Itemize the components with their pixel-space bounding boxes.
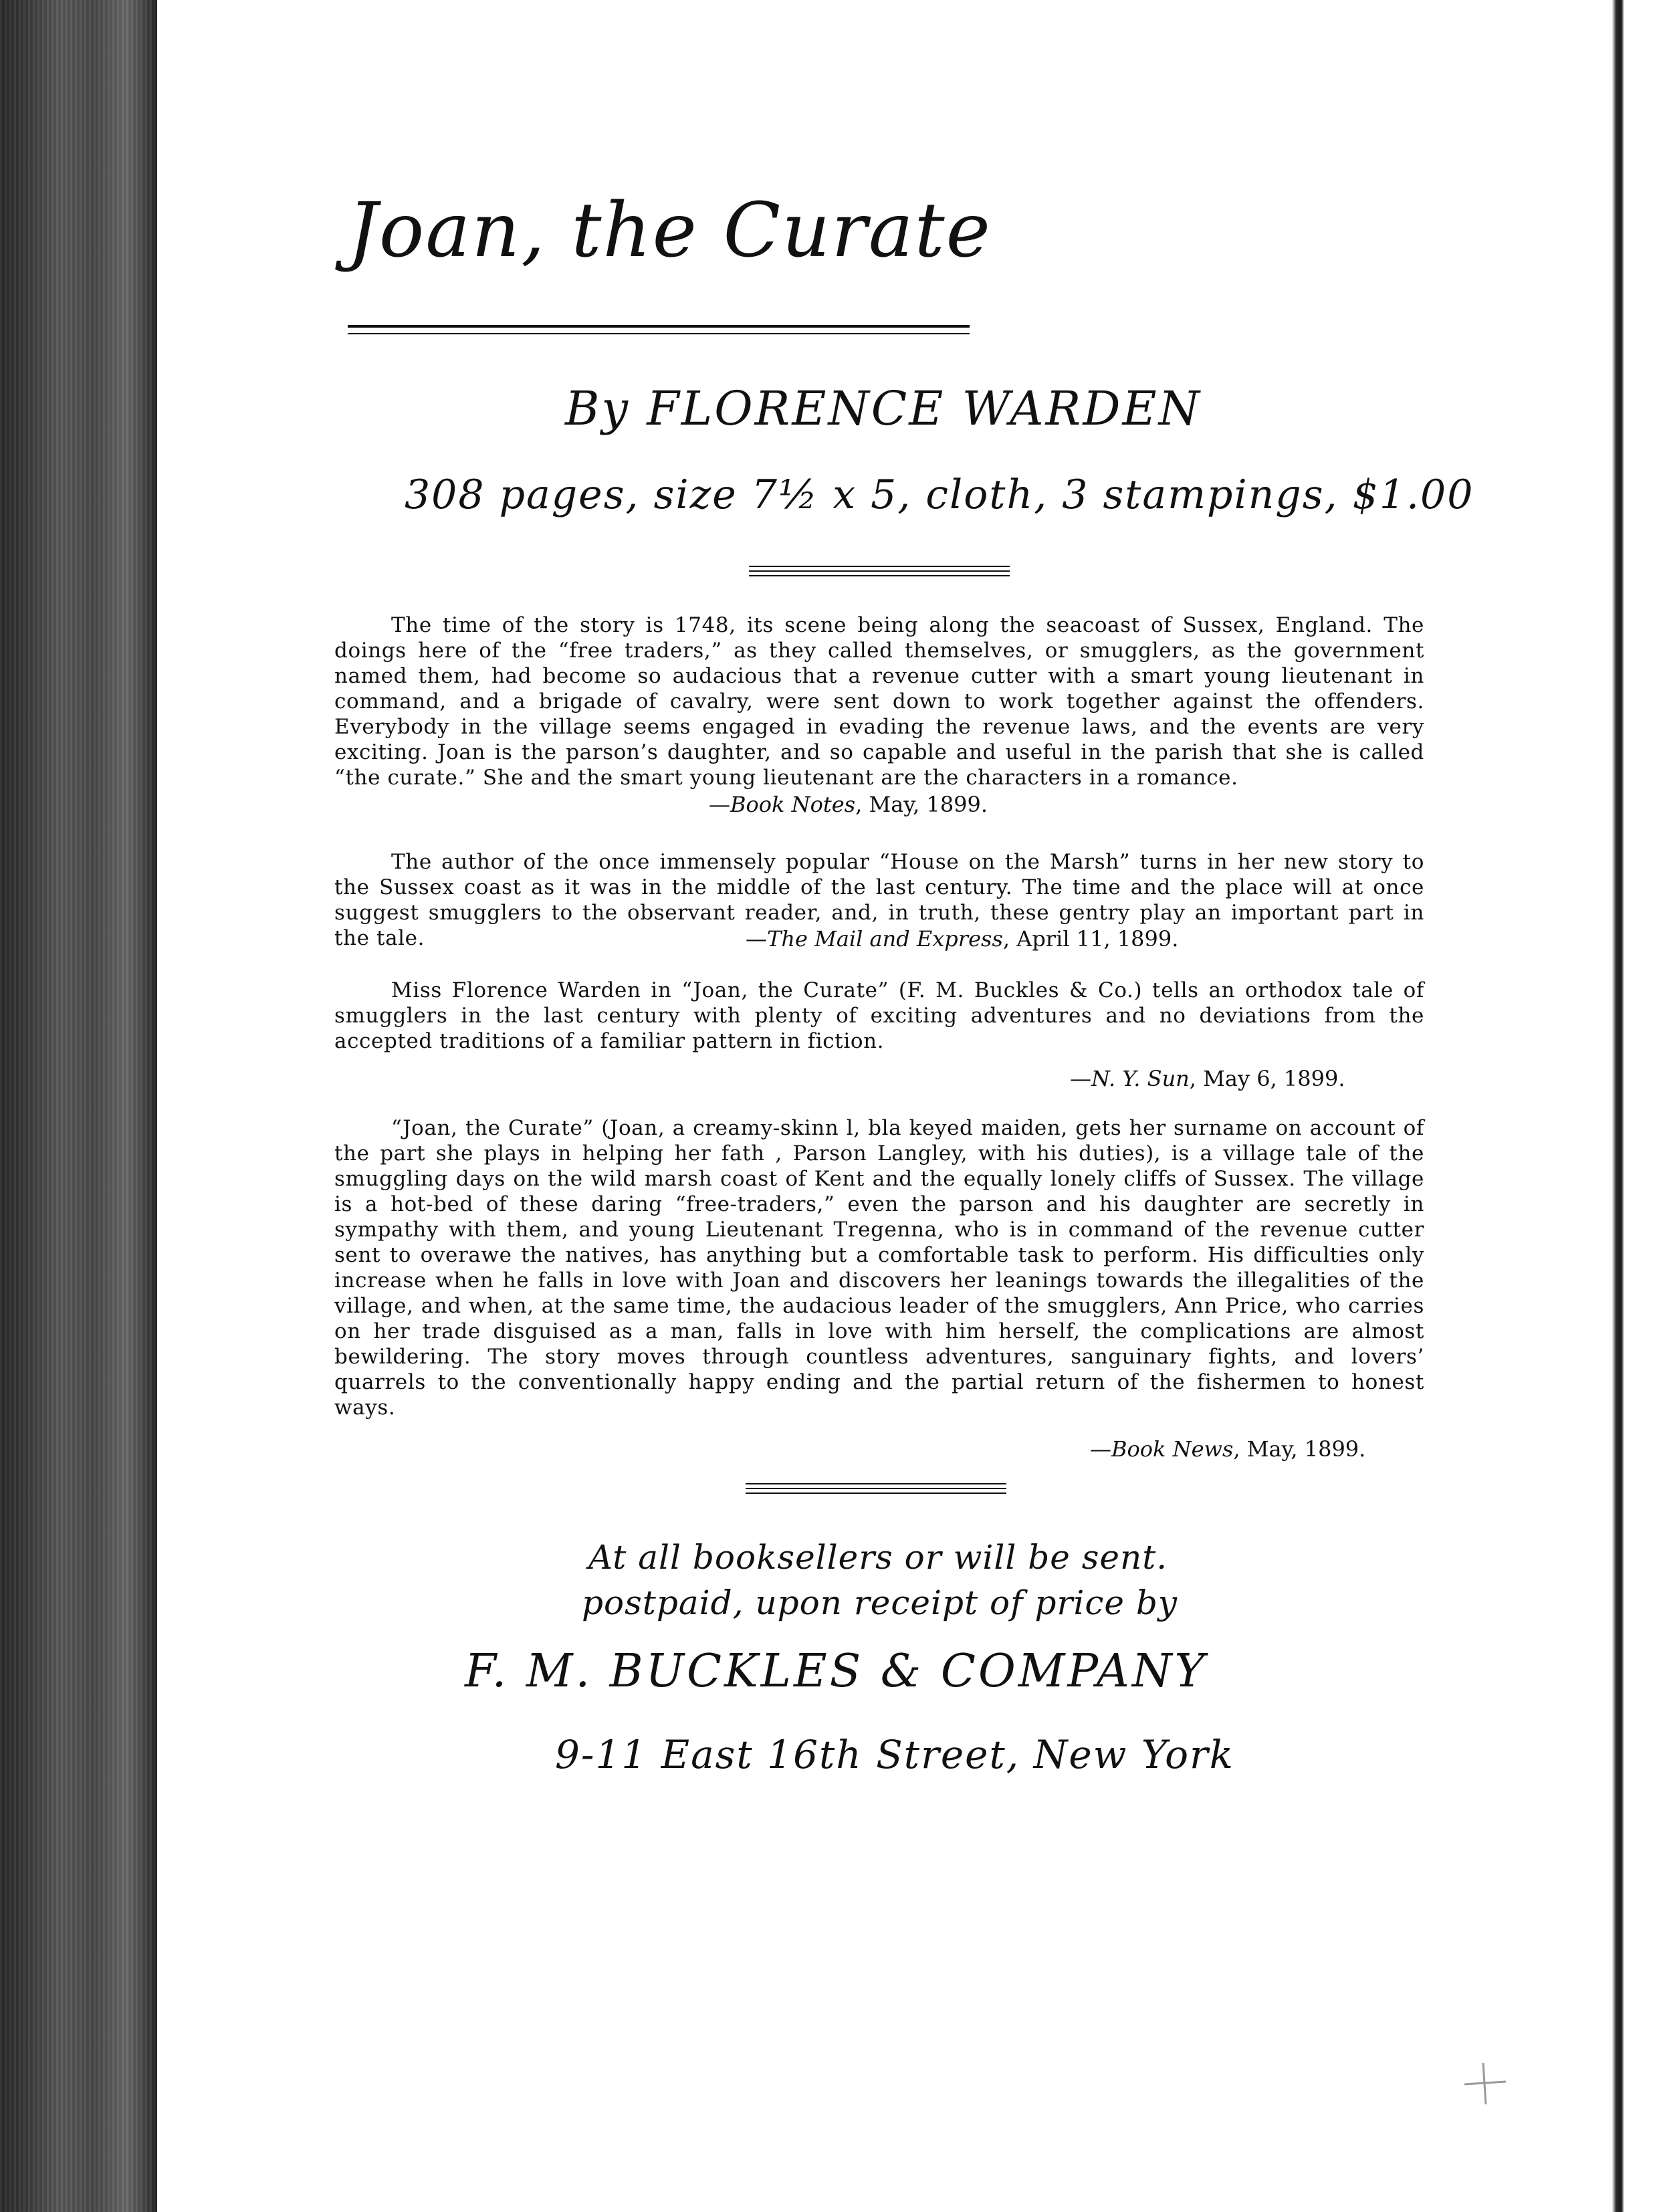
scanned-page-edge [1612, 0, 1659, 2212]
source-name: N. Y. Sun [1091, 1066, 1190, 1091]
scanned-book-spine [0, 0, 157, 2212]
source-dash: — [709, 792, 730, 817]
divider-rule-top [749, 566, 1010, 576]
review-paragraph-4: “Joan, the Curate” (Joan, a creamy-skinn l, bla keyed maiden, gets her surname on account of the part she plays in helping her fath , Parson Langley, with his duties), is a village tale of the smuggling days on the wild marsh coast of Kent and the equally lonely cliffs of Sussex. The village is a hot-bed of these daring “free-traders,” even the parson and his daughter are secretly in sympathy with them, and young Lieutenant Tregenna, who is in command of the revenue cutter sent to overawe the natives, has anything but a comfortable task to perform. His difficulties only increase when he falls in love with Joan and discovers her leanings towards the illegalities of the village, and when, at the same time, the audacious leader of the smugglers, Ann Price, who carries on her trade disguised as a man, falls in love with him herself, the complications are almost bewildering. The story moves through countless adventures, sanguinary fights, and lovers’ quarrels to the conventionally happy ending and the partial return of the fishermen to honest ways. [334, 1116, 1424, 1420]
source-name: Book News [1111, 1436, 1234, 1462]
review-source-2 [746, 926, 1178, 952]
review-source-1 [709, 792, 988, 817]
source-dash: — [1070, 1066, 1091, 1091]
author-line: By FLORENCE WARDEN [565, 381, 1202, 436]
availability-line-1: At all booksellers or will be sent. [588, 1538, 1168, 1577]
source-name: Book Notes [730, 792, 856, 817]
source-dash: — [1090, 1436, 1111, 1462]
source-name: The Mail and Express [767, 926, 1003, 952]
source-date: , April 11, 1899. [1002, 926, 1179, 952]
book-specs: 308 pages, size 7½ x 5, cloth, 3 stampings, $1.00 [405, 471, 1474, 518]
review-paragraph-2: The author of the once immensely popular “House on the Marsh” turns in her new story to the Sussex coast as it was in the middle of the last century. The time and the place will at once suggest smugglers to the observant reader, and, in truth, these gentry play an important part in the tale. [334, 850, 1424, 950]
book-title: Joan, the Curate [348, 187, 992, 274]
title-underline [348, 325, 970, 334]
source-date: , May, 1899. [855, 792, 988, 817]
availability-line-2: postpaid, upon receipt of price by [582, 1583, 1178, 1622]
publisher-name: F. M. BUCKLES & COMPANY [465, 1645, 1208, 1698]
source-dash: — [746, 926, 767, 952]
review-paragraph-1: The time of the story is 1748, its scene being along the seacoast of Sussex, England. The doings here of the “free traders,” as they called themselves, or smugglers, as the government named them, had become so audacious that a revenue cutter with a smart young lieutenant in command, and a brigade of cavalry, were sent down to work together against the offenders. Everybody in the village seems engaged in evading the revenue laws, and the events are very exciting. Joan is the parson’s daughter, and so capable and useful in the parish that she is called “the curate.” She and the smart young lieutenant are the characters in a romance. [334, 613, 1424, 790]
source-date: , May, 1899. [1233, 1436, 1366, 1462]
divider-rule-bottom [746, 1483, 1006, 1494]
review-source-4 [1090, 1436, 1365, 1462]
source-date: , May 6, 1899. [1189, 1066, 1345, 1091]
review-paragraph-3: Miss Florence Warden in “Joan, the Curate” (F. M. Buckles & Co.) tells an orthodox tale of smugglers in the last century with plenty of exciting adventures and no deviations from the accepted traditions of a familiar pattern in fiction. [334, 978, 1424, 1053]
pencil-cross-mark-icon [1458, 2056, 1511, 2110]
publisher-address: 9-11 East 16th Street, New York [555, 1732, 1234, 1777]
review-source-3 [1070, 1066, 1345, 1091]
